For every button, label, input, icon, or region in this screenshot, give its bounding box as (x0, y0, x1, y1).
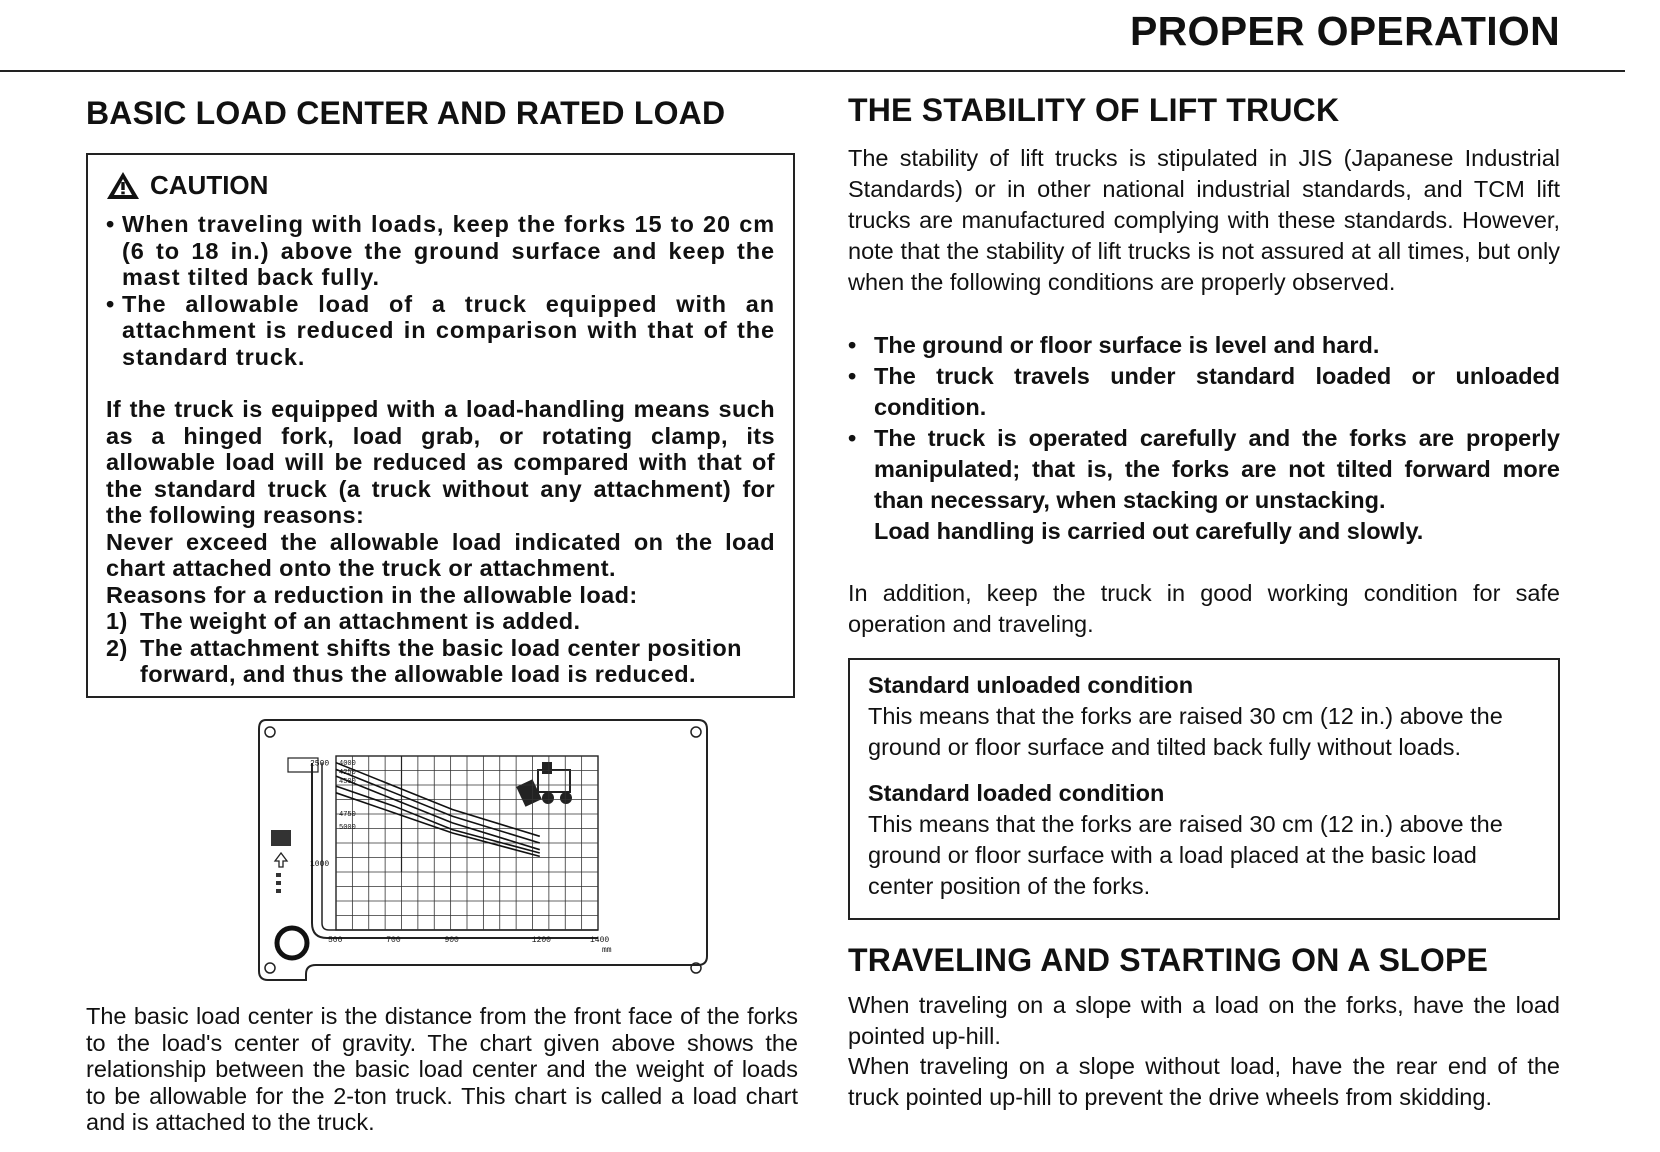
caution-paragraph: Never exceed the allowable load indicated on the load chart attached onto the truck or attachment. (106, 528, 775, 581)
stability-heading: THE STABILITY OF LIFT TRUCK (848, 92, 1340, 128)
stability-intro: The stability of lift trucks is stipulated in JIS (Japanese Industrial Standards) or in other national industrial standards, and TCM lift trucks are manufactured complying with these standards. However, note that the stability of lift trucks is not assured at all times, but only when the following conditions are properly observed. (848, 145, 1560, 295)
page-header (0, 0, 1625, 72)
chart-mark (276, 889, 281, 893)
reason-number: 2) (106, 634, 128, 661)
slope-heading: TRAVELING AND STARTING ON A SLOPE (848, 942, 1489, 978)
unloaded-title: Standard unloaded condition (868, 672, 1194, 698)
reason-item (106, 608, 775, 635)
x-tick-label: 700 (386, 936, 401, 945)
load-chart-plate (256, 718, 709, 983)
x-tick-label: 500 (328, 936, 343, 945)
chart-mark (276, 873, 281, 877)
caution-header (106, 165, 775, 205)
caution-body (106, 396, 775, 688)
loaded-text: This means that the forks are raised 30 cm (12 in.) above the ground or floor surface with a load placed at the basic load center position of the forks. (868, 811, 1503, 899)
load-icon (271, 830, 291, 846)
condition-text: The truck is operated carefully and the forks are properly manipulated; that is, the forks are not tilted forward more than necessary, when stacking or unstacking. (874, 425, 1560, 513)
reason-item (106, 635, 775, 688)
y-tick-label: 1000 (310, 860, 330, 870)
left-heading: BASIC LOAD CENTER AND RATED LOAD (86, 95, 726, 131)
maintenance-note: In addition, keep the truck in good working condition for safe operation and traveling. (848, 580, 1560, 637)
caution-paragraph: If the truck is equipped with a load-handling means such as a hinged fork, load grab, or rotating clamp, its allowable load will be reduced as compared with that of the standard truck (a truck without any attachment) for the following reasons: (106, 396, 775, 528)
chart-mark (276, 881, 281, 885)
row-label: 4750 (339, 811, 356, 819)
slope-paragraph: When traveling on a slope with a load on the forks, have the load pointed up-hill. (848, 992, 1560, 1049)
condition-item: • The truck travels under standard loaded or unloaded condition. (848, 361, 1560, 423)
x-tick-label: 900 (444, 936, 459, 945)
x-tick-label: 1200 (531, 936, 551, 945)
stability-conditions (848, 330, 1560, 547)
x-unit-label: mm (602, 946, 612, 955)
caution-bullet: • When traveling with loads, keep the forks 15 to 20 cm (6 to 18 in.) above the ground surface and keep the mast tilted back fully. (106, 211, 775, 291)
load-chart (256, 718, 709, 983)
caution-bullets (106, 211, 775, 370)
loaded-title: Standard loaded condition (868, 780, 1165, 806)
y-tick-label: 2500 (310, 759, 330, 769)
slope-paragraph: When traveling on a slope without load, have the rear end of the truck pointed up-hill to prevent the drive wheels from skidding. (848, 1053, 1560, 1110)
row-label: 4000 (339, 760, 356, 768)
caution-bullet: • The allowable load of a truck equipped with an attachment is reduced in comparison with that of the standard truck. (106, 291, 775, 371)
row-label: 5000 (339, 824, 356, 832)
caution-paragraph: Reasons for a reduction in the allowable load: (106, 581, 638, 608)
unloaded-text: This means that the forks are raised 30 cm (12 in.) above the ground or floor surface and tilted back fully without loads. (868, 703, 1503, 760)
reason-text: The attachment shifts the basic load center position forward, and thus the allowable load is reduced. (140, 634, 742, 687)
page-title: PROPER OPERATION (1129, 8, 1560, 54)
x-tick-label: 1400 (590, 936, 610, 945)
warning-icon (106, 170, 140, 200)
load-center-description: The basic load center is the distance from the front face of the forks to the load's center of gravity. The chart given above shows the relationship between the basic load center and the weight of loads to be allowable for the 2-ton truck. This chart is called a load chart and is attached to the truck. (86, 1003, 798, 1135)
caution-box (86, 153, 795, 698)
standard-condition-box (848, 658, 1560, 920)
row-label: 4250 (339, 769, 356, 777)
row-label: 4500 (339, 778, 356, 786)
reason-text: The weight of an attachment is added. (140, 608, 581, 634)
reason-list (106, 608, 775, 688)
caution-label: CAUTION (150, 169, 269, 200)
reason-number: 1) (106, 608, 128, 634)
condition-extra: Load handling is carried out carefully and slowly. (874, 518, 1424, 544)
condition-item: • The ground or floor surface is level and hard. (848, 330, 1560, 361)
condition-item (848, 423, 1560, 547)
